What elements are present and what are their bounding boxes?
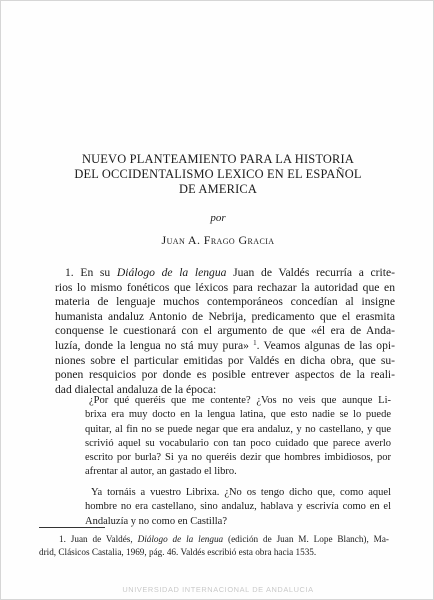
quote-1-line-5: escrito por burla? Si ya no queréis dezir que hombres imbidiosos, por: [85, 452, 391, 464]
paragraph-number: 1.: [65, 266, 74, 279]
title-line-2: DEL OCCIDENTALISMO LEXICO EN EL ESPAÑOL: [74, 167, 362, 181]
text-run: luzía, donde la lengua no stá muy pura»: [55, 338, 254, 352]
text-run: 1. Juan de Valdés,: [59, 534, 138, 544]
paragraph-1-line-2: rios lo mismo fonéticos que léxicos para rechazar la autoridad que en: [55, 280, 395, 294]
paragraph-1-line-8: ponen resquicios por donde es posible entrever aspectos de la reali-: [55, 368, 395, 382]
paragraph-1-line-5: conquense le cuestionará con el argumento de que «él era de Anda-: [55, 324, 395, 338]
text-run: Juan de Valdés recurría a crite-: [226, 266, 395, 279]
footnote-ref: 1: [253, 338, 257, 347]
quote-1-line-2: brixa era muy docto en la lengua latina, que esto nadie se lo puede: [85, 409, 391, 421]
quote-1-line-3: quitar, al fin no se puede negar que era andaluz, y no castellano, y que: [85, 423, 391, 435]
paragraph-1-line-7: niones sobre el particular emitidas por Valdés en dicha obra, que su-: [55, 353, 395, 367]
footnote-1: [39, 533, 389, 559]
quote-1-line-4: scrivió aquel su vocabulario con tan poco cuidado que parece averlo: [85, 437, 391, 449]
paragraph-1-line-4: humanista andaluz Antonio de Nebrija, predicamento que el erasmita: [55, 309, 395, 323]
quote-1-line-1: ¿Por qué queréis que me contente? ¿Vos no veis que aunque Li-: [89, 395, 391, 406]
block-quote-2: [85, 486, 391, 529]
institution-watermark: UNIVERSIDAD INTERNACIONAL DE ANDALUCIA: [122, 585, 314, 594]
quote-2-line-1: Ya tornáis a vuestro Librixa. ¿No os tengo dicho que, como aquel: [91, 487, 391, 498]
text-run: En su: [80, 266, 117, 279]
paragraph-1-line-3: materia de lenguaje muchos contemporáneos concedían al insigne: [55, 295, 395, 309]
author-name: Juan A. Frago Gracia: [161, 233, 275, 247]
text-run: (edición de Juan M. Lope Blanch), Ma-: [223, 534, 389, 544]
quote-1-line-6: afrentar al autor, an gastado el libro.: [85, 466, 237, 478]
paragraph-1-line-6: [55, 339, 395, 354]
quote-2-line-3: Andaluzía y no como en Castilla?: [85, 515, 228, 527]
footnote-divider: [39, 527, 105, 528]
paragraph-1-line-9: dad dialectal andaluza de la época:: [55, 382, 217, 396]
title-line-1: NUEVO PLANTEAMIENTO PARA LA HISTORIA: [81, 152, 354, 166]
work-title-italic: Diálogo de la lengua: [116, 266, 227, 279]
footnote-italic: Diálogo de la lengua: [137, 534, 224, 544]
block-quote-1: [85, 394, 391, 480]
quote-2-line-2: hombre no era castellano, sino andaluz, hablava y escrivía como en el: [85, 501, 391, 513]
byline-por: por: [210, 212, 226, 224]
paragraph-1-line-1: [55, 266, 395, 281]
article-title: [41, 152, 395, 197]
footnote-line-1: [39, 533, 389, 546]
text-run: . Veamos algunas de las opi-: [256, 338, 395, 352]
title-line-3: DE AMERICA: [178, 182, 258, 196]
paragraph-1: [55, 266, 395, 397]
footnote-line-2: drid, Clásicos Castalia, 1969, pág. 46. Valdés escribió esta obra hacia 1535.: [39, 546, 317, 557]
